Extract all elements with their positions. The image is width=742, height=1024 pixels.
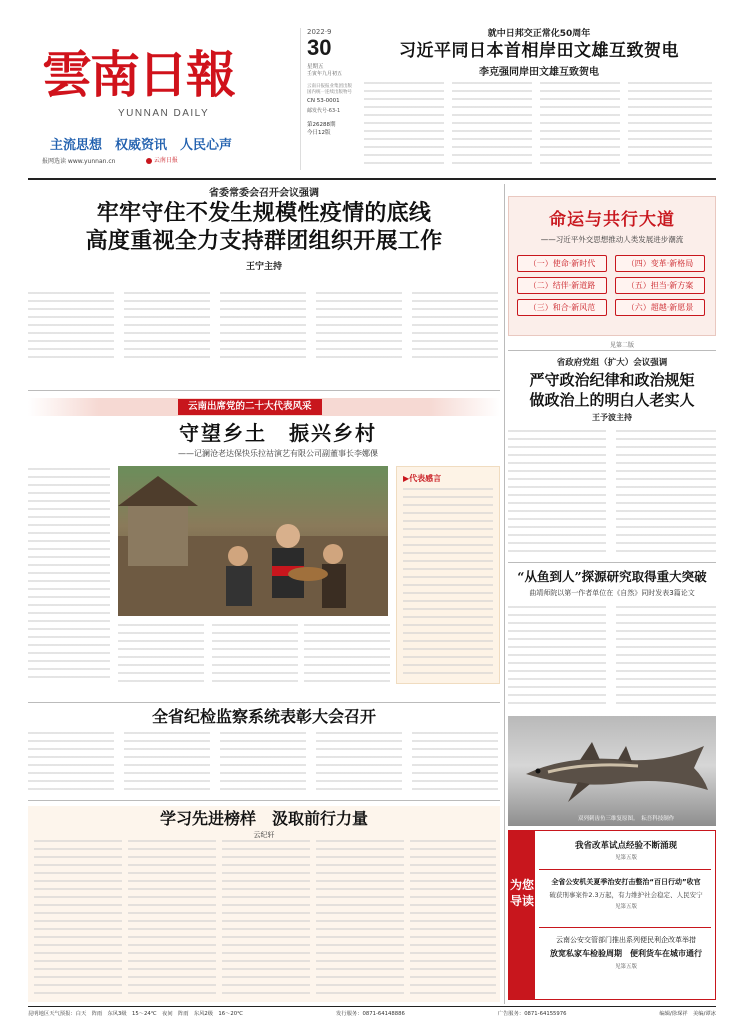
rural-photo xyxy=(118,466,388,616)
destiny-box xyxy=(508,196,716,336)
lead-headline-2[interactable]: 高度重视全力支持群团组织开展工作 xyxy=(85,228,443,254)
footer xyxy=(28,1009,716,1021)
top-body-col4 xyxy=(628,82,712,170)
rural-sidebar xyxy=(396,466,500,684)
rural-headline[interactable]: 守望乡土 振兴乡村 xyxy=(179,421,377,445)
model-body-col2 xyxy=(128,840,216,998)
representatives-banner xyxy=(28,398,500,416)
lead-body-col2 xyxy=(124,292,210,358)
discipline-article xyxy=(508,356,716,558)
discipline-headline-2[interactable]: 做政治上的明白人老实人 xyxy=(529,391,695,409)
discipline-headline-1[interactable]: 严守政治纪律和政治规矩 xyxy=(529,371,695,389)
guide-item-3-ref: 见第五版 xyxy=(614,964,637,970)
lead-body-col4 xyxy=(316,292,402,358)
model-body-col4 xyxy=(316,840,404,998)
website-link[interactable]: 报网选读 www.yunnan.cn xyxy=(42,158,116,165)
fish-photo-caption: 双列刺齿鱼三维复原图。 耘吾科技制作 xyxy=(578,816,675,822)
app-icon xyxy=(146,158,152,164)
lead-kicker: 省委常委会召开会议强调 xyxy=(209,188,319,199)
fish-illustration xyxy=(508,716,716,826)
guide-item-2[interactable] xyxy=(539,877,713,910)
rural-feature xyxy=(28,420,500,686)
tag-6[interactable]: （六）超越·新愿景 xyxy=(615,299,705,316)
rural-subhead: ——记澜沧老达保快乐拉祜演艺有限公司副董事长李娜倮 xyxy=(178,449,378,458)
post-code: 邮发代号-63-1 xyxy=(307,108,341,114)
serial-org: 国内统一连续出版物号 xyxy=(307,90,352,95)
commend-body-col3 xyxy=(220,732,306,794)
top-subhead: 李克强同岸田文雄互致贺电 xyxy=(479,67,599,78)
divider-right-2 xyxy=(508,562,716,563)
rural-body-col2 xyxy=(118,624,204,684)
model-body-col1 xyxy=(34,840,122,998)
top-body-col1 xyxy=(364,82,444,170)
destiny-tags xyxy=(509,245,715,316)
fish-body-col1 xyxy=(508,606,606,710)
guide-divider-2 xyxy=(539,927,711,928)
lunar-date: 壬寅年九月初五 xyxy=(307,71,343,77)
rural-body-col1 xyxy=(28,468,110,684)
fish-photo xyxy=(508,716,716,826)
footer-ad-phone: 广告服务：0871-64155976 xyxy=(497,1011,567,1017)
guide-item-3-sub: 放宽私家车检验周期 便利货车在城市通行 xyxy=(550,949,702,958)
footer-phone: 发行服务：0871-64148886 xyxy=(335,1011,405,1017)
model-body-col5 xyxy=(410,840,496,998)
commend-body-col5 xyxy=(412,732,498,794)
weekday: 星期五 xyxy=(307,64,324,70)
date-label: 2022·9 xyxy=(307,28,332,36)
footer-weather: 昆明地区天气预报：白天 阵雨 东风3级 15～24℃ 夜间 阵雨 东风2级 16～20℃ xyxy=(28,1011,244,1017)
date-day: 30 xyxy=(307,35,332,60)
model-byline: 云纪轩 xyxy=(253,831,275,839)
model-body-col3 xyxy=(222,840,310,998)
commend-headline[interactable]: 全省纪检监察系统表彰大会召开 xyxy=(151,707,376,726)
masthead-title: 雲南日報 xyxy=(42,45,234,104)
lead-body-col3 xyxy=(220,292,306,358)
commend-article xyxy=(28,706,500,796)
footer-divider xyxy=(28,1006,716,1007)
masthead-slogan: 主流思想 权威资讯 人民心声 xyxy=(50,138,233,153)
discipline-byline: 王予波主持 xyxy=(592,413,632,422)
guide-item-3[interactable] xyxy=(539,935,713,970)
top-body-col2 xyxy=(452,82,532,170)
discipline-body-col2 xyxy=(616,430,716,556)
guide-item-2-title: 全省公安机关夏季治安打击整治“百日行动”收官 xyxy=(551,878,701,886)
guide-item-2-sub: 破获刑事案件2.3万起，有力维护社会稳定、人民安宁 xyxy=(549,891,703,899)
tag-1[interactable]: （一）使命·新时代 xyxy=(517,255,607,272)
fish-headline[interactable]: “从鱼到人”探源研究取得重大突破 xyxy=(517,569,707,584)
divider-left-2 xyxy=(28,702,500,703)
sidebar-title: ▶代表感言 xyxy=(403,474,442,483)
sidebar-body xyxy=(403,488,493,678)
guide-label-2: 导读 xyxy=(509,894,534,908)
guide-label-1: 为您 xyxy=(509,878,534,892)
lead-body-col5 xyxy=(412,292,498,358)
lead-byline: 王宁主持 xyxy=(245,262,282,272)
top-article xyxy=(364,26,714,176)
guide-box xyxy=(508,830,716,1000)
publisher: 云南日报报业集团出版 xyxy=(307,84,352,89)
issue-info xyxy=(300,28,360,170)
destiny-title[interactable]: 命运与共行大道 xyxy=(549,210,675,230)
footer-editor: 编辑/徐琛祥 美编/谭冰 xyxy=(659,1011,716,1017)
guide-item-3-title: 云南公安交管部门推出系列便民利企改革举措 xyxy=(556,936,696,944)
tag-5[interactable]: （五）担当·新方案 xyxy=(615,277,705,294)
fish-body-col2 xyxy=(616,606,716,710)
model-article xyxy=(28,806,500,1002)
commend-body-col1 xyxy=(28,732,114,794)
top-headline[interactable]: 习近平同日本首相岸田文雄互致贺电 xyxy=(399,41,679,61)
guide-item-1-title: 我省改革试点经验不断涌现 xyxy=(574,841,677,851)
tag-3[interactable]: （三）和合·新风范 xyxy=(517,299,607,316)
destiny-page-ref: 见第二版 xyxy=(610,342,635,349)
masthead xyxy=(28,30,288,170)
commend-body-col4 xyxy=(316,732,402,794)
guide-item-1-ref: 见第五版 xyxy=(614,855,637,861)
masthead-divider xyxy=(28,178,716,180)
divider-right-1 xyxy=(508,350,716,351)
guide-label xyxy=(509,831,535,999)
discipline-kicker: 省政府党组（扩大）会议强调 xyxy=(556,358,668,368)
discipline-body-col1 xyxy=(508,430,606,556)
fish-article xyxy=(508,568,716,828)
top-body-col3 xyxy=(540,82,620,170)
rural-body-col4 xyxy=(304,624,390,684)
guide-divider-1 xyxy=(539,869,711,870)
banner-label[interactable]: 云南出席党的二十大代表风采 xyxy=(178,399,322,415)
tag-2[interactable]: （二）结伴·新道路 xyxy=(517,277,607,294)
issue-number: 第26288期 xyxy=(307,122,336,128)
top-kicker: 就中日邦交正常化50周年 xyxy=(487,29,591,39)
commend-body-col2 xyxy=(124,732,210,794)
guide-item-1[interactable] xyxy=(539,839,713,861)
divider-left-1 xyxy=(28,390,500,391)
model-headline[interactable]: 学习先进榜样 汲取前行力量 xyxy=(159,809,368,828)
rural-photo-scene xyxy=(118,466,388,616)
lead-headline-1[interactable]: 牢牢守住不发生规模性疫情的底线 xyxy=(96,200,432,226)
tag-4[interactable]: （四）变革·新格局 xyxy=(615,255,705,272)
lead-body-col1 xyxy=(28,292,114,358)
lead-article xyxy=(28,184,500,359)
column-rule xyxy=(504,184,505,1004)
masthead-subtitle: YUNNAN DAILY xyxy=(118,108,210,119)
fish-subhead: 曲靖师院以第一作者单位在《自然》同时发表3篇论文 xyxy=(529,589,695,597)
destiny-subtitle: ——习近平外交思想推动人类发展进步潮流 xyxy=(540,235,684,244)
rural-body-col3 xyxy=(212,624,298,684)
guide-item-2-ref: 见第五版 xyxy=(614,904,637,910)
app-label: 云南日报 xyxy=(146,155,178,164)
cn-number: CN 53-0001 xyxy=(307,98,340,104)
divider-left-3 xyxy=(28,800,500,801)
page-count: 今日12版 xyxy=(307,130,331,136)
